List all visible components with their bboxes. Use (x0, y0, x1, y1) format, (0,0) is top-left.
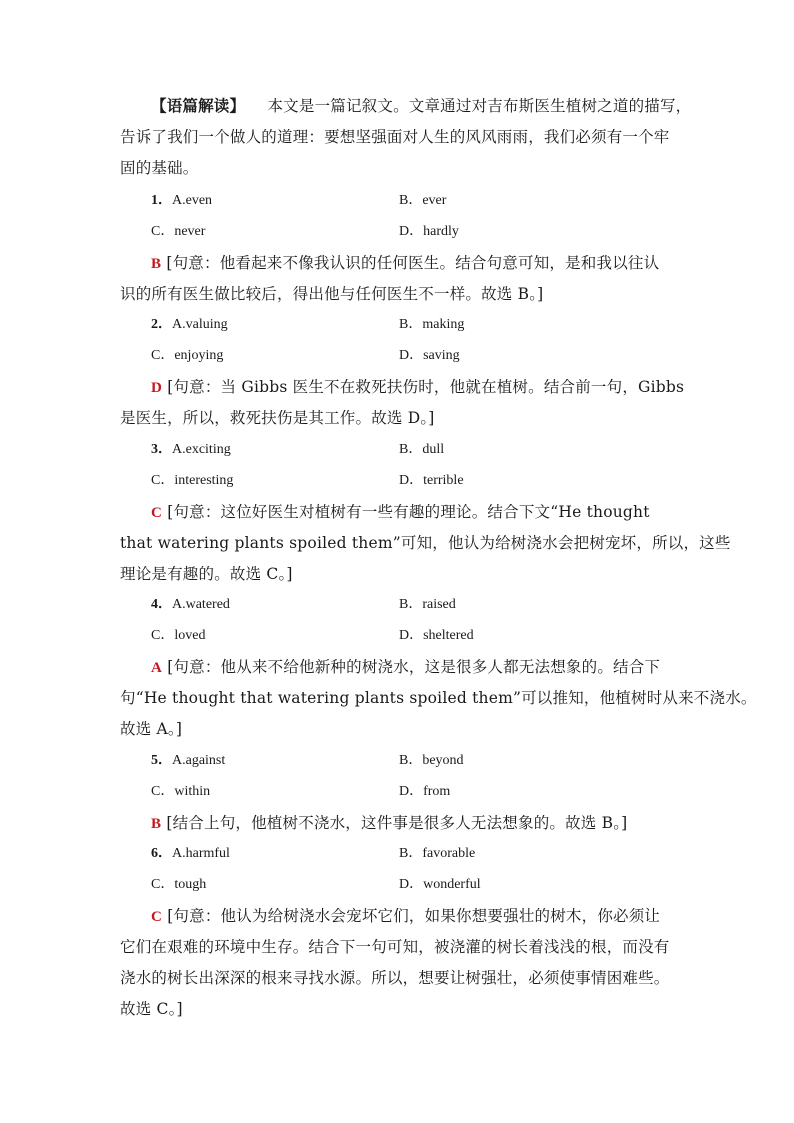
q4-option-b: B．raised (399, 597, 456, 612)
q1-explain-1 (151, 253, 711, 274)
q2-number: 2． (151, 317, 172, 332)
q3-option-c: C．interesting (151, 473, 234, 488)
q5-number: 5． (151, 753, 172, 768)
q2-answer: D (151, 380, 163, 396)
q2-explain-1 (151, 377, 711, 398)
q6-explain-4: 故选 C。] (120, 1000, 183, 1018)
q1-option-c: C．never (151, 224, 206, 239)
q1-option-b: B．ever (399, 193, 447, 208)
q3-number: 3． (151, 442, 172, 457)
q3-explain-2: that watering plants spoiled them”可知，他认为给树浇水会把树宠坏，所以，这些 (120, 534, 731, 552)
q5-answer: B (151, 816, 162, 832)
q1-a-text: A.even (172, 193, 213, 208)
q4-option-a (151, 595, 230, 615)
intro-line-1 (151, 96, 711, 116)
q3-explain-1 (151, 502, 711, 523)
q6-explain-2: 它们在艰难的环境中生存。结合下一句可知，被浇灌的树长着浅浅的根，而没有 (120, 938, 670, 956)
q3-option-a (151, 440, 231, 460)
q1-explain-2: 识的所有医生做比较后，得出他与任何医生不一样。故选 B。] (120, 285, 544, 303)
q6-answer: C (151, 909, 163, 925)
q2-a-text: A.valuing (172, 317, 228, 332)
q3-option-b: B．dull (399, 442, 445, 457)
q6-a-text: A.harmful (172, 846, 230, 861)
q3-option-d: D．terrible (399, 473, 464, 488)
q4-option-d: D．sheltered (399, 628, 474, 643)
q4-number: 4． (151, 597, 172, 612)
q1-answer: B (151, 256, 162, 272)
q4-a-text: A.watered (172, 597, 230, 612)
intro-line-2: 告诉了我们一个做人的道理：要想坚强面对人生的风风雨雨，我们必须有一个牢 (120, 128, 670, 146)
q6-option-b: B．favorable (399, 846, 476, 861)
q6-explain-text-1: [句意：他认为给树浇水会宠坏它们，如果你想要强壮的树木，你必须让 (167, 907, 661, 925)
q5-a-text: A.against (172, 753, 226, 768)
q1-option-a (151, 191, 212, 211)
q2-option-c: C．enjoying (151, 348, 224, 363)
q2-option-d: D．saving (399, 348, 460, 363)
q5-option-b: B．beyond (399, 753, 464, 768)
intro-line-3: 固的基础。 (120, 159, 199, 177)
q5-explain-text-1: [结合上句，他植树不浇水，这件事是很多人无法想象的。故选 B。] (166, 814, 628, 832)
intro-text: 本文是一篇记叙文。文章通过对吉布斯医生植树之道的描写， (267, 97, 692, 115)
q4-explain-2: 句“He thought that watering plants spoiled them”可以推知，他植树时从来不浇水。 (120, 689, 757, 707)
q5-option-a (151, 751, 225, 771)
q1-explain-text-1: [句意：他看起来不像我认识的任何医生。结合句意可知，是和我以往认 (166, 254, 660, 272)
q2-option-b: B．making (399, 317, 465, 332)
q6-explain-1 (151, 906, 711, 927)
q4-explain-3: 故选 A。] (120, 720, 183, 738)
q4-option-c: C．loved (151, 628, 206, 643)
q1-number: 1． (151, 193, 172, 208)
q6-number: 6． (151, 846, 172, 861)
q6-option-a (151, 844, 230, 864)
q6-option-d: D．wonderful (399, 877, 481, 892)
q3-answer: C (151, 505, 163, 521)
q4-explain-text-1: [句意：他从来不给他新种的树浇水，这是很多人都无法想象的。结合下 (167, 658, 661, 676)
q5-explain-1 (151, 813, 711, 834)
q5-option-c: C．within (151, 784, 211, 799)
intro-header: 【语篇解读】 (151, 96, 246, 115)
q1-option-d: D．hardly (399, 224, 459, 239)
q5-option-d: D．from (399, 784, 451, 799)
q2-explain-text-1: [句意：当 Gibbs 医生不在救死扶伤时，他就在植树。结合前一句，Gibbs (167, 378, 685, 396)
q6-option-c: C．tough (151, 877, 207, 892)
q4-explain-1 (151, 657, 711, 678)
q3-explain-3: 理论是有趣的。故选 C。] (120, 565, 293, 583)
q4-answer: A (151, 660, 163, 676)
q2-explain-2: 是医生，所以，救死扶伤是其工作。故选 D。] (120, 409, 435, 427)
q3-a-text: A.exciting (172, 442, 231, 457)
q6-explain-3: 浇水的树长出深深的根来寻找水源。所以，想要让树强壮，必须使事情困难些。 (120, 969, 670, 987)
q2-option-a (151, 315, 228, 335)
q3-explain-text-1: [句意：这位好医生对植树有一些有趣的理论。结合下文“He thought (167, 503, 650, 521)
